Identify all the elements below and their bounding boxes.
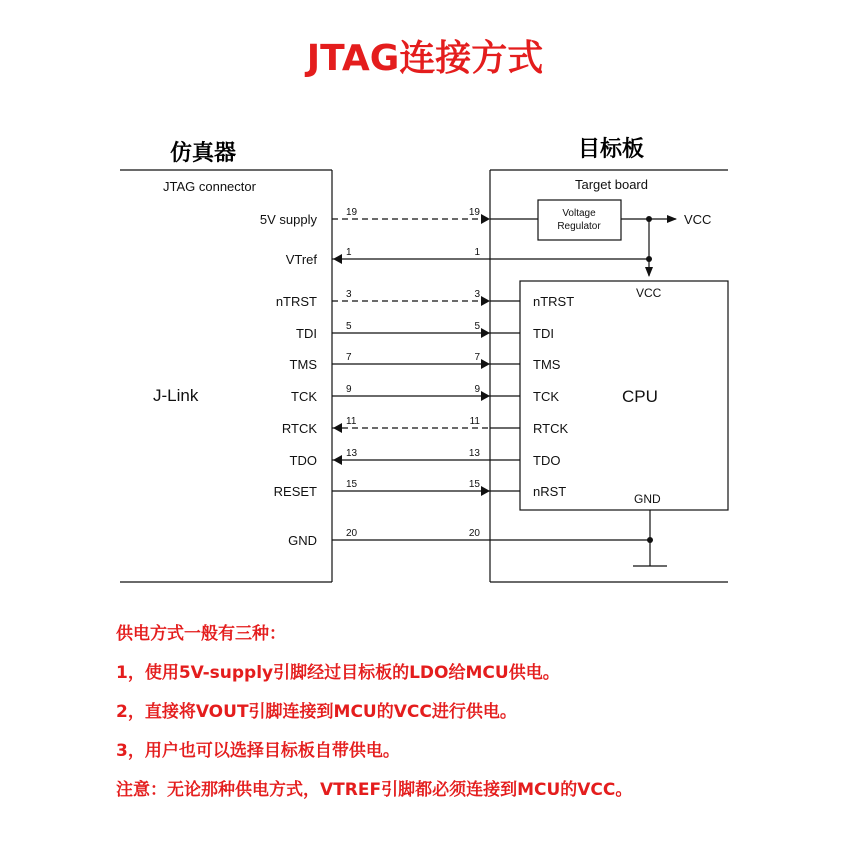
pin-right-tms: 7 <box>474 352 480 363</box>
arrow-tck <box>481 391 490 401</box>
cpu-label: CPU <box>622 387 658 406</box>
jtag-connector-label: JTAG connector <box>163 179 256 194</box>
cpu-vcc-label: VCC <box>636 286 662 300</box>
arrow-vtref <box>333 254 342 264</box>
arrow-reset <box>481 486 490 496</box>
note-item-2: 2，直接将VOUT引脚连接到MCU的VCC进行供电。 <box>116 702 517 722</box>
pin-left-reset: 15 <box>346 479 358 490</box>
signal-label-tdo: TDO <box>289 453 317 468</box>
signal-label-ntrst: nTRST <box>275 294 317 309</box>
emulator-heading: 仿真器 <box>170 141 237 166</box>
pin-left-tdi: 5 <box>346 321 352 332</box>
pin-right-rtck: 11 <box>469 416 480 427</box>
pin-left-tck: 9 <box>346 384 352 395</box>
arrow-ntrst <box>481 296 490 306</box>
signal-label-tms: TMS <box>289 357 317 372</box>
arrow-tdi <box>481 328 490 338</box>
target-board-heading: 目标板 <box>578 137 645 162</box>
pin-right-tdi: 5 <box>474 321 480 332</box>
pin-right-ntrst: 3 <box>474 289 480 300</box>
signal-label-tck: TCK <box>291 389 317 404</box>
pin-left-5v-supply: 19 <box>346 207 358 218</box>
signal-label-tdi: TDI <box>296 326 317 341</box>
notes-heading: 供电方式一般有三种： <box>116 624 286 644</box>
arrow-5v-supply <box>481 214 490 224</box>
cpu-pin-ntrst: nTRST <box>533 294 575 309</box>
pin-right-gnd: 20 <box>468 528 480 539</box>
vcc-junction-dot <box>646 216 652 222</box>
cpu-pin-rtck: RTCK <box>533 421 569 436</box>
signal-label-5v-supply: 5V supply <box>259 212 317 227</box>
note-warning: 注意：无论那种供电方式，VTREF引脚都必须连接到MCU的VCC。 <box>116 780 633 800</box>
cpu-pin-tck: TCK <box>533 389 559 404</box>
jlink-label: J-Link <box>153 386 199 405</box>
regulator-label-line2: Regulator <box>557 221 601 232</box>
pin-right-vtref: 1 <box>474 247 480 258</box>
signal-label-rtck: RTCK <box>281 421 317 436</box>
pin-right-reset: 15 <box>468 479 480 490</box>
arrow-rtck <box>333 423 342 433</box>
pin-left-ntrst: 3 <box>346 289 352 300</box>
pin-left-gnd: 20 <box>346 528 358 539</box>
pin-left-tdo: 13 <box>346 448 358 459</box>
cpu-pin-tms: TMS <box>533 357 561 372</box>
signal-label-gnd: GND <box>288 533 317 548</box>
page-title: JTAG连接方式 <box>306 38 544 79</box>
pin-left-vtref: 1 <box>346 247 352 258</box>
signal-label-vtref: VTref <box>285 252 317 267</box>
pin-left-rtck: 11 <box>346 416 357 427</box>
cpu-pin-tdi: TDI <box>533 326 554 341</box>
pin-right-5v-supply: 19 <box>468 207 480 218</box>
note-item-3: 3，用户也可以选择目标板自带供电。 <box>116 741 400 761</box>
pin-left-tms: 7 <box>346 352 352 363</box>
pin-right-tck: 9 <box>474 384 480 395</box>
cpu-pin-nrst: nRST <box>533 484 567 499</box>
cpu-pin-tdo: TDO <box>533 453 561 468</box>
regulator-label-line1: Voltage <box>562 208 596 219</box>
signal-label-reset: RESET <box>273 484 317 499</box>
arrow-tms <box>481 359 490 369</box>
target-board-label: Target board <box>575 177 648 192</box>
power-supply-notes <box>116 622 836 817</box>
arrow-tdo <box>333 455 342 465</box>
pin-right-tdo: 13 <box>468 448 480 459</box>
cpu-gnd-label: GND <box>634 492 661 506</box>
vcc-output-label: VCC <box>684 212 712 227</box>
note-item-1: 1，使用5V-supply引脚经过目标板的LDO给MCU供电。 <box>116 663 560 683</box>
voltage-regulator-box <box>538 200 621 240</box>
